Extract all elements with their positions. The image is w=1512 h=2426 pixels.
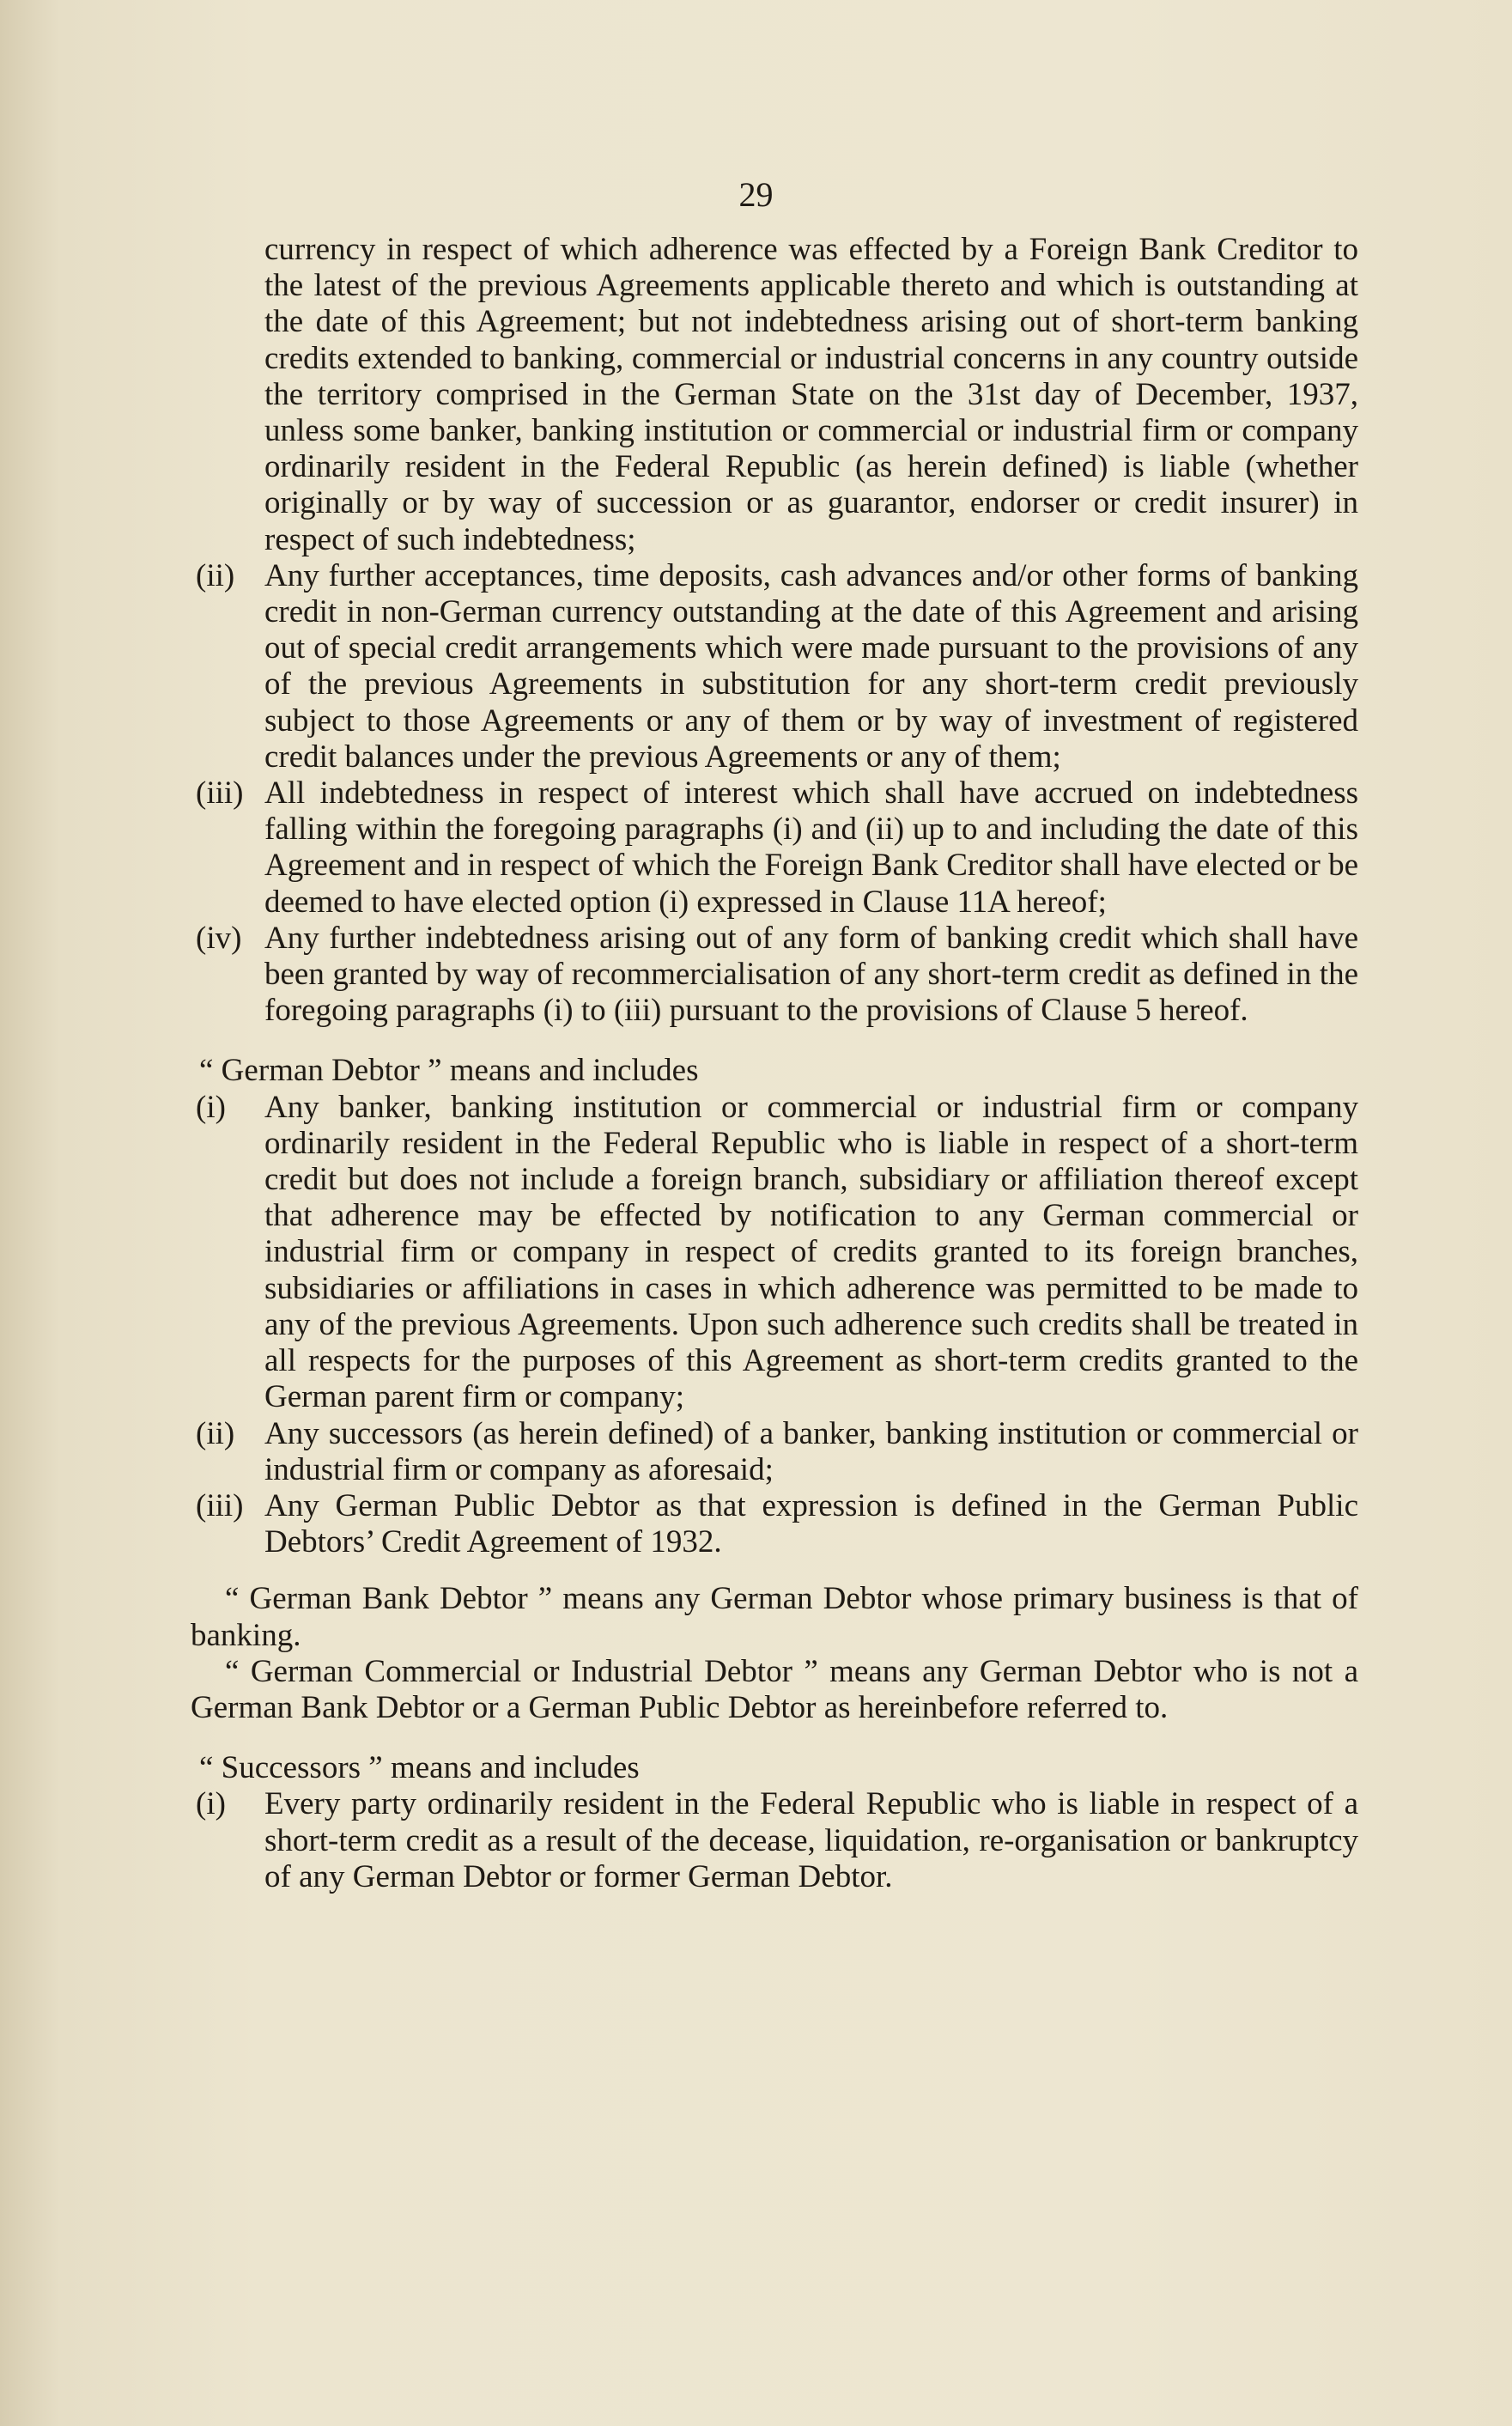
document-body [191,232,1358,1895]
list-item [191,1416,1358,1488]
item-label: (ii) [196,1415,235,1451]
item-label: (ii) [196,557,235,593]
item-text: Any successors (as herein defined) of a banker, banking institution or commercial or industrial firm or company as aforesaid; [264,1415,1358,1487]
list-item [191,1786,1358,1895]
item-label: (iii) [196,775,244,812]
item-text: Any further indebtedness arising out of any form of banking credit which shall have been granted by way of recommercialisation of any short-term credit as defined in the foregoing paragraphs (i) to (iii) pursuant to the provisions of Clause 5 hereof. [264,920,1358,1029]
page-number: 29 [738,175,774,214]
list-item [191,558,1358,775]
item-label: (iv) [196,920,242,956]
list-item [191,1488,1358,1560]
definition-german-commercial-debtor: “ German Commercial or Industrial Debtor ” means any German Debtor who is not a German Bank Debtor or a German Public Debtor as hereinbefore referred to. [191,1653,1358,1725]
german-debtor-heading: “ German Debtor ” means and includes [199,1053,699,1089]
list-item [191,921,1358,1030]
list-item [191,775,1358,921]
continuation-paragraph: currency in respect of which adherence was effected by a Foreign Bank Creditor to the latest of the previous Agreements applicable thereto and which is outstanding at the date of this Agreement; but not indebtedness arising out of short-term banking credits extended to banking, commercial or industrial concerns in any country outside the territory comprised in the German State on the 31st day of December, 1937, unless some banker, banking institution or commercial or industrial firm or company ordinarily resident in the Federal Republic (as herein defined) is liable (whether originally or by way of succession or as guarantor, endorser or credit insurer) in respect of such indebtedness; [264,232,1358,557]
item-label: (iii) [196,1487,244,1523]
successors-heading: “ Successors ” means and includes [199,1750,640,1786]
item-text: Any banker, banking institution or commercial or industrial firm or company ordinarily resident in the Federal Republic who is liable in respect of a short-term credit but does not include a foreign branch, subsidiary or affiliation thereof except that adherence may be effected by notification to any German commercial or industrial firm or company in respect of credits granted to its foreign branches, subsidiaries or affiliations in cases in which adherence was permitted to be made to any of the previous Agreements. Upon such adherence such credits shall be treated in all respects for the purposes of this Agreement as short-term credits granted to the German parent firm or company; [264,1089,1358,1415]
item-label: (i) [196,1089,226,1125]
list-item [191,1090,1358,1416]
item-text: All indebtedness in respect of interest which shall have accrued on indebtedness falling within the foregoing paragraphs (i) and (ii) up to and including the date of this Agreement and in respect of which the Foreign Bank Creditor shall have elected or be deemed to have elected option (i) expressed in Clause 11A hereof; [264,775,1359,920]
item-label: (i) [196,1786,226,1822]
item-text: Every party ordinarily resident in the Federal Republic who is liable in respect of a short-term credit as a result of the decease, liquidation, re-organisation or bankruptcy of any German Debtor or former German Debtor. [264,1786,1358,1894]
item-text: Any further acceptances, time deposits, cash advances and/or other forms of banking credit in non-German currency outstanding at the date of this Agreement and arising out of special credit arrangements which were made pursuant to the provisions of any of the previous Agreements in substitution for any short-term credit previously subject to those Agreements or any of them or by way of investment of registered credit balances under the previous Agreements or any of them; [264,557,1358,775]
item-text: Any German Public Debtor as that expression is defined in the German Public Debtors’ Credit Agreement of 1932. [264,1487,1358,1560]
definition-german-bank-debtor: “ German Bank Debtor ” means any German Debtor whose primary business is that of banking. [191,1581,1358,1653]
